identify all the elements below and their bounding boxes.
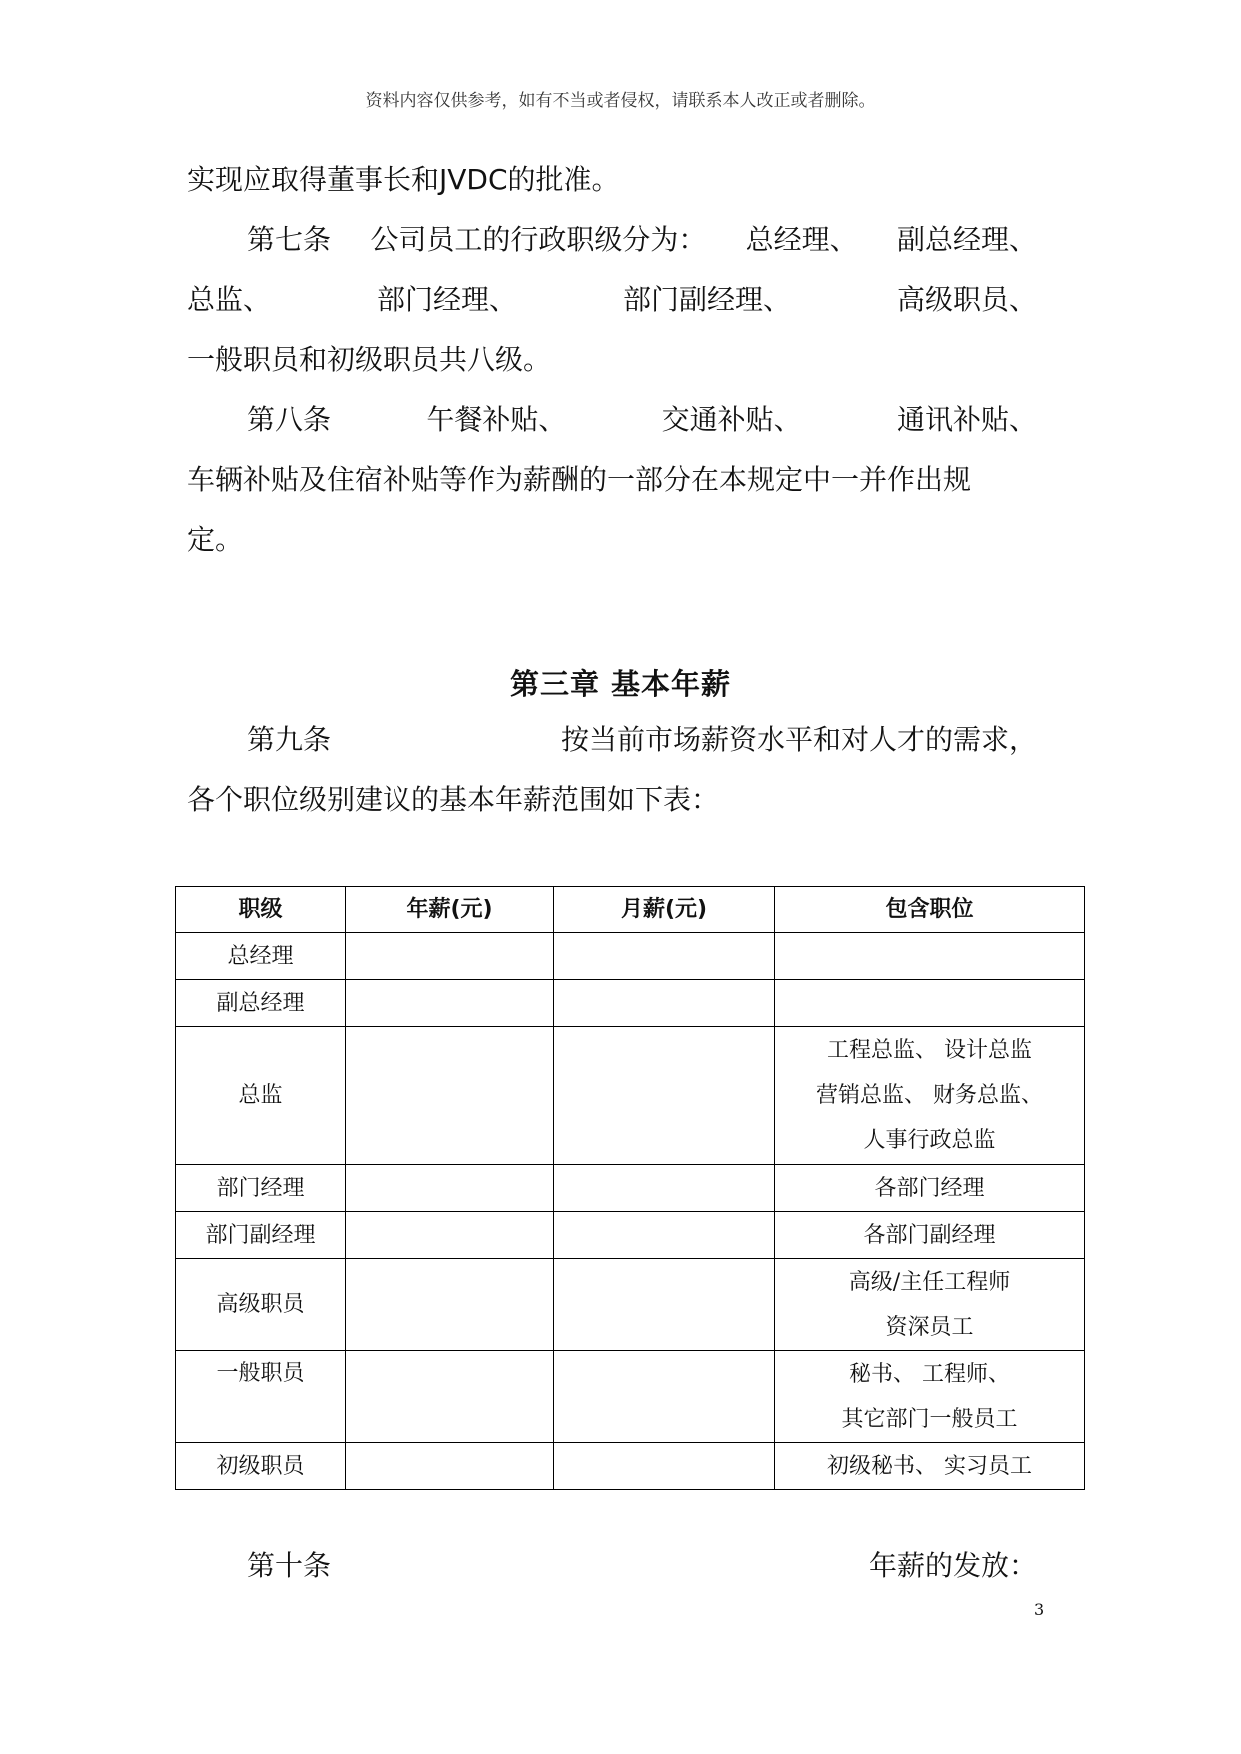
monthly-salary-cell xyxy=(554,1351,775,1443)
salary-table xyxy=(175,886,1085,1490)
table-row xyxy=(176,1212,1085,1259)
article-7-line xyxy=(247,222,1097,258)
positions-cell xyxy=(775,1259,1085,1351)
monthly-salary-cell xyxy=(554,1212,775,1259)
article-9-label: 第九条 xyxy=(247,723,332,756)
annual-salary-cell xyxy=(346,1212,554,1259)
paragraph-line: 定。 xyxy=(187,523,244,556)
position-text: 高级/主任工程师 xyxy=(848,1269,1011,1295)
rank-item: 总监、 xyxy=(187,283,272,316)
table-row xyxy=(176,933,1085,980)
table-header-row xyxy=(176,887,1085,933)
positions-cell: 各部门副经理 xyxy=(775,1212,1085,1259)
column-header: 年薪(元) xyxy=(346,887,554,933)
paragraph-line: 实现应取得董事长和JVDC的批准。 xyxy=(187,163,620,196)
header-disclaimer: 资料内容仅供参考，如有不当或者侵权，请联系本人改正或者删除。 xyxy=(365,91,876,111)
level-cell: 总监 xyxy=(176,1027,346,1165)
paragraph-line: 各个职位级别建议的基本年薪范围如下表： xyxy=(187,783,720,816)
positions-cell xyxy=(775,1027,1085,1165)
article-8-label: 第八条 xyxy=(247,403,332,436)
column-header: 月薪(元) xyxy=(554,887,775,933)
positions-cell xyxy=(775,1351,1085,1443)
article-7-item: 总经理、 xyxy=(745,223,858,256)
positions-cell xyxy=(775,980,1085,1027)
rank-item: 高级职员、 xyxy=(896,283,1037,316)
article-8-line xyxy=(247,402,1097,438)
positions-cell: 各部门经理 xyxy=(775,1165,1085,1212)
annual-salary-cell xyxy=(346,1259,554,1351)
level-cell: 副总经理 xyxy=(176,980,346,1027)
table-row xyxy=(176,1351,1085,1443)
article-7-item: 副总经理、 xyxy=(896,223,1037,256)
article-10-label: 第十条 xyxy=(247,1549,332,1582)
chapter-title: 第三章 基本年薪 xyxy=(509,667,732,701)
page-number: 3 xyxy=(1034,1600,1045,1619)
article-9-line xyxy=(247,722,1097,758)
annual-salary-cell xyxy=(346,1351,554,1443)
table-row xyxy=(176,980,1085,1027)
article-10-text: 年薪的发放： xyxy=(868,1549,1037,1582)
rank-item: 部门副经理、 xyxy=(622,283,791,316)
level-cell: 部门副经理 xyxy=(176,1212,346,1259)
paragraph-line: 一般职员和初级职员共八级。 xyxy=(187,343,552,376)
paragraph-line: 车辆补贴及住宿补贴等作为薪酬的一部分在本规定中一并作出规 xyxy=(187,463,972,496)
monthly-salary-cell xyxy=(554,1443,775,1490)
monthly-salary-cell xyxy=(554,1027,775,1165)
monthly-salary-cell xyxy=(554,1165,775,1212)
annual-salary-cell xyxy=(346,980,554,1027)
column-header: 包含职位 xyxy=(775,887,1085,933)
rank-item: 部门经理、 xyxy=(376,283,517,316)
allowance-item: 午餐补贴、 xyxy=(426,403,567,436)
position-text: 资深员工 xyxy=(885,1314,974,1340)
table-row xyxy=(176,1027,1085,1165)
annual-salary-cell xyxy=(346,1027,554,1165)
annual-salary-cell xyxy=(346,1165,554,1212)
rank-list-line xyxy=(187,282,1037,318)
annual-salary-cell xyxy=(346,1443,554,1490)
table-row xyxy=(176,1259,1085,1351)
position-text: 工程总监、 设计总监 xyxy=(827,1038,1032,1063)
positions-cell: 初级秘书、 实习员工 xyxy=(775,1443,1085,1490)
positions-cell xyxy=(775,933,1085,980)
position-text: 其它部门一般员工 xyxy=(841,1406,1018,1432)
monthly-salary-cell xyxy=(554,1259,775,1351)
level-cell: 总经理 xyxy=(176,933,346,980)
position-text: 营销总监、 财务总监、 xyxy=(816,1083,1043,1108)
article-7-text: 公司员工的行政职级分为： xyxy=(370,223,707,256)
level-cell: 部门经理 xyxy=(176,1165,346,1212)
column-header: 职级 xyxy=(176,887,346,933)
position-text: 人事行政总监 xyxy=(863,1128,996,1153)
table-row xyxy=(176,1165,1085,1212)
article-7-label: 第七条 xyxy=(247,223,332,256)
article-9-text: 按当前市场薪资水平和对人才的需求， xyxy=(560,723,1037,756)
level-cell: 一般职员 xyxy=(176,1351,346,1443)
level-cell: 高级职员 xyxy=(176,1259,346,1351)
allowance-item: 交通补贴、 xyxy=(661,403,802,436)
monthly-salary-cell xyxy=(554,933,775,980)
level-cell: 初级职员 xyxy=(176,1443,346,1490)
monthly-salary-cell xyxy=(554,980,775,1027)
table-row xyxy=(176,1443,1085,1490)
position-text: 秘书、 工程师、 xyxy=(849,1361,1010,1387)
allowance-item: 通讯补贴、 xyxy=(896,403,1037,436)
article-10-line xyxy=(247,1548,1097,1584)
annual-salary-cell xyxy=(346,933,554,980)
